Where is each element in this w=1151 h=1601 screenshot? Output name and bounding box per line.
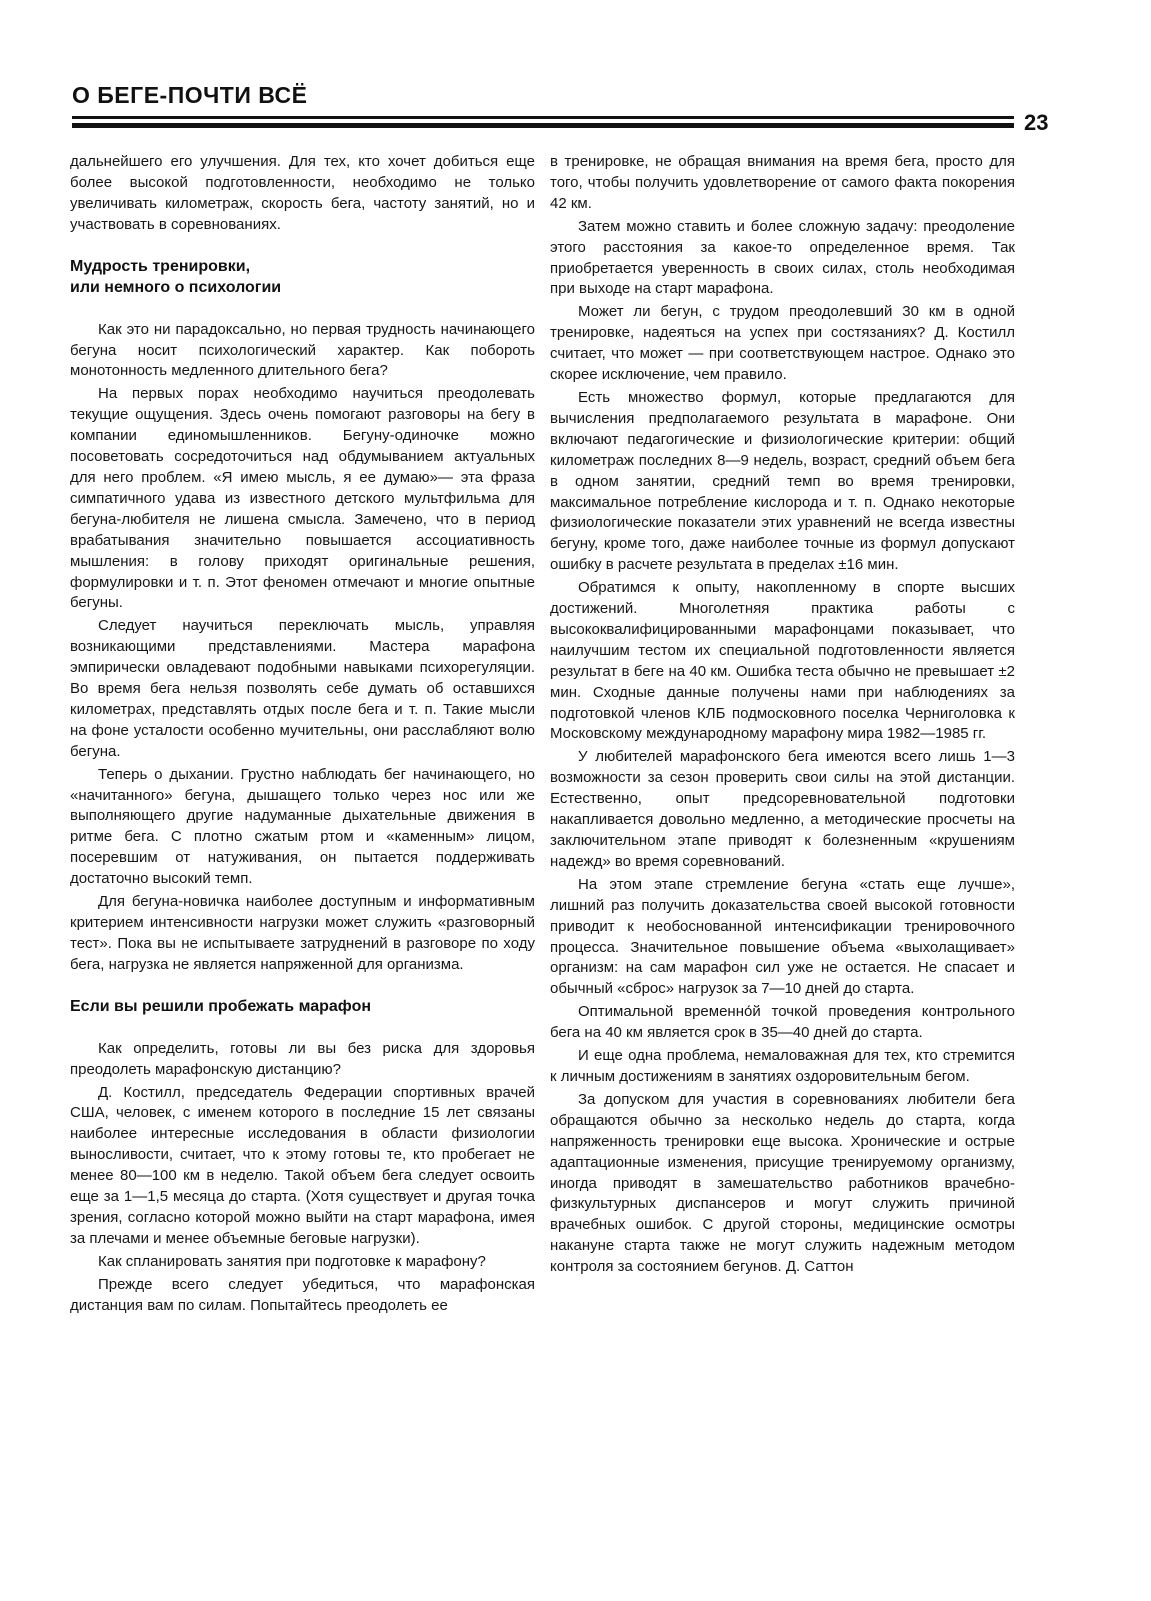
- header-rule: [72, 116, 1014, 128]
- paragraph: дальнейшего его улучшения. Для тех, кто хочет добиться еще более высокой подготовленности, необходимо не только увеличивать километраж, скорость бега, частоту занятий, но и участвовать в соревнованиях.: [70, 153, 535, 233]
- paragraph: Как спланировать занятия при подготовке к марафону?: [98, 1252, 486, 1270]
- paragraph: У любителей марафонского бега имеются всего лишь 1—3 возможности за сезон проверить свои силы на этой дистанции. Естественно, опыт предсоревновательной подготовки накапливается довольно медленно, а методические просчеты на заключительном этапе приводят к болезненным «крушениям надежд» во время соревнований.: [550, 748, 1015, 870]
- paragraph: Следует научиться переключать мысль, управляя возникающими представлениями. Мастера марафона эмпирически овладевают подобными навыками психорегуляции. Во время бега нельзя позволять себе думать об оставшихся километрах, представлять отдых после бега и т. п. Такие мысли на фоне усталости особенно мучительны, они расслабляют волю бегуна.: [70, 617, 535, 760]
- paragraph: Как определить, готовы ли вы без риска для здоровья преодолеть марафонскую дистанцию?: [70, 1039, 535, 1078]
- heading-line: или немного о психологии: [70, 278, 282, 296]
- paragraph: Может ли бегун, с трудом преодолевший 30 км в одной тренировке, надеяться на успех при состязаниях? Д. Костилл считает, что может — при соответствующем настрое. Однако это скорее исключение, чем правило.: [550, 303, 1015, 384]
- paragraph: За допуском для участия в соревнованиях любители бега обращаются обычно за несколько недель до старта, когда напряженность тренировки еще высока. Хронические и острые адаптационные изменения, присущие тренируемому организму, иногда приводят в замешательство работников врачебно-физкультурных диспансеров и могут служить причиной врачебных ошибок. С другой стороны, медицинские осмотры накануне старта также не могут служить надежным методом контроля за состоянием бегунов. Д. Саттон: [550, 1090, 1015, 1276]
- paragraph: Прежде всего следует убедиться, что марафонская дистанция вам по силам. Попытайтесь преодолеть ее: [70, 1275, 535, 1314]
- page-number: 23: [1024, 110, 1049, 135]
- paragraph: На этом этапе стремление бегуна «стать еще лучше», лишний раз получить доказательства своей высокой готовности приводит к необоснованной интенсификации тренировочного процесса. Значительное повышение объема «выхолащивает» организм: на сам марафон сил уже не остается. Не спасает и обычный «сброс» нагрузок за 7—10 дней до старта.: [550, 875, 1015, 998]
- paragraph: На первых порах необходимо научиться преодолевать текущие ощущения. Здесь очень помогают разговоры на бегу в компании единомышленников. Бегуну-одиночке можно посоветовать сосредоточиться над обдумыванием актуальных для него проблем. «Я имею мысль, я ее думаю»— эта фраза симпатичного удава из известного детского мультфильма для бегуна-любителя не лишена смысла. Замечено, что в период врабатывания значительно повышается ассоциативность мышления: в голову приходят оригинальные решения, формулировки и т. п. Этот феномен отмечают и многие опытные бегуны.: [70, 385, 535, 612]
- paragraph: И еще одна проблема, немаловажная для тех, кто стремится к личным достижениям в занятиях оздоровительным бегом.: [550, 1047, 1015, 1085]
- section-heading-marathon: Если вы решили пробежать марафон: [70, 997, 372, 1015]
- paragraph: Затем можно ставить и более сложную задачу: преодоление этого расстояния за какое-то определенное время. Так приобретается уверенность в своих силах, столь необходимая при выходе на старт марафона.: [550, 217, 1015, 298]
- paragraph: Оптимальной временно́й точкой проведения контрольного бега на 40 км является срок в 35—40 дней до старта.: [550, 1003, 1015, 1042]
- paragraph: Как это ни парадоксально, но первая трудность начинающего бегуна носит психологический характер. Как побороть монотонность медленного длительного бега?: [70, 320, 535, 380]
- paragraph: Обратимся к опыту, накопленному в спорте высших достижений. Многолетняя практика работы с высококвалифицированными марафонцами показывает, что наилучшим тестом их специальной подготовленности является результат в беге на 40 км. Ошибка теста обычно не превышает ±2 мин. Сходные данные получены нами при наблюдениях за подготовкой членов КЛБ подмосковного поселка Черниголовка к Московскому международному марафону мира 1982—1985 гг.: [550, 579, 1015, 743]
- paragraph: Теперь о дыхании. Грустно наблюдать бег начинающего, но «начитанного» бегуна, дышащего только через нос или же выполняющего другие надуманные дыхательные движения в ритме бега. С плотно сжатым ртом и «каменным» лицом, посеревшим от натуживания, он пытается поддерживать достаточно высокий темп.: [70, 765, 535, 888]
- heading-line: Мудрость тренировки,: [70, 257, 251, 275]
- paragraph: Есть множество формул, которые предлагаются для вычисления предполагаемого результата в марафоне. Они включают педагогические и физиологические критерии: общий километраж последних 8—9 недель, возраст, средний объем бега в одном занятии, средний темп во время тренировки, максимальное потребление кислорода и т. п. Однако некоторые физиологические показатели этих уравнений не всегда известны бегуну, кроме того, даже наиболее точные из формул допускают ошибку в расчете результата в пределах ±16 мин.: [550, 388, 1015, 574]
- running-title: О БЕГЕ-ПОЧТИ ВСЁ: [72, 82, 308, 108]
- paragraph: Д. Костилл, председатель Федерации спортивных врачей США, человек, с именем которого в последние 15 лет связаны наиболее интересные исследования в области физиологии выносливости, считает, что к этому готовы те, кто пробегает не менее 80—100 км в неделю. Такой объем бега следует освоить еще за 1—1,5 месяца до старта. (Хотя существует и другая точка зрения, согласно которой можно выйти на старт марафона, имея за плечами и менее объемные беговые нагрузки).: [70, 1083, 535, 1247]
- paragraph: Для бегуна-новичка наиболее доступным и информативным критерием интенсивности нагрузки может служить «разговорный тест». Пока вы не испытываете затруднений в разговоре по ходу бега, нагрузка не является напряженной для организма.: [70, 893, 535, 973]
- section-heading-training-wisdom: [70, 256, 535, 298]
- left-column: [70, 152, 535, 1319]
- paragraph: в тренировке, не обращая внимания на время бега, просто для того, чтобы получить удовлетворение от самого факта покорения 42 км.: [550, 153, 1015, 212]
- right-column: [550, 152, 1015, 1280]
